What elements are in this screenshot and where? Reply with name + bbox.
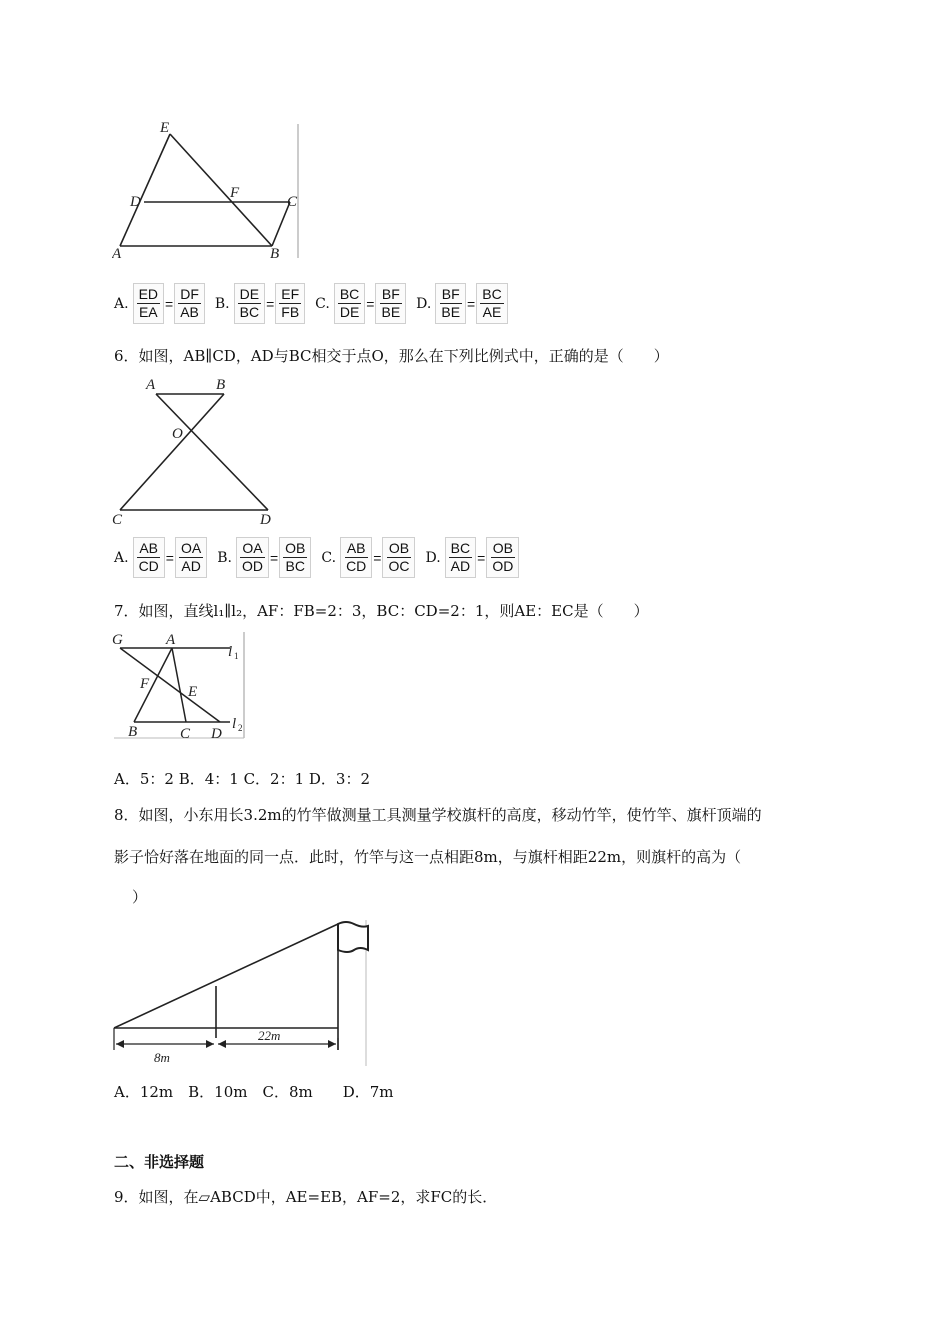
label-22m: 22m xyxy=(258,1028,281,1043)
segment-eb xyxy=(170,134,272,246)
label-l2: l xyxy=(232,716,237,732)
q8-text-line1: 8．如图，小东用长3.2m的竹竿做测量工具测量学校旗杆的高度，移动竹竿，使竹竿、旗杆顶端的 xyxy=(114,806,762,824)
label-l1: l xyxy=(228,644,233,660)
q8-figure xyxy=(108,916,378,1070)
label-8m: 8m xyxy=(154,1050,170,1065)
q6-options xyxy=(114,537,529,578)
label-e: E xyxy=(188,684,198,700)
q5-option-d[interactable]: D. $\frac{BF}{BE}$ = $\frac{BC}{AE}$ xyxy=(416,283,508,324)
segment-ae xyxy=(120,134,170,246)
arrow-right-icon xyxy=(206,1040,214,1048)
q8-text-line2: 影子恰好落在地面的同一点．此时，竹竿与这一点相距8m，与旗杆相距22m，则旗杆的高为（ xyxy=(114,848,742,866)
label-a: A xyxy=(112,246,122,262)
segment-ac xyxy=(172,648,186,722)
q7-options: A．5：2 B．4：1 C．2：1 D．3：2 xyxy=(114,770,371,788)
label-b: B xyxy=(270,246,280,262)
q5-figure xyxy=(112,118,302,264)
label-d: D xyxy=(211,726,222,742)
segment-gd xyxy=(120,648,220,722)
q6-text: 6．如图，AB∥CD，AD与BC相交于点O，那么在下列比例式中，正确的是（ ） xyxy=(114,347,669,365)
q7-figure xyxy=(110,628,250,742)
label-c: C xyxy=(112,512,123,526)
label-d: D xyxy=(260,512,271,526)
arrow-left-icon xyxy=(116,1040,124,1048)
q6-option-d[interactable]: D. $\frac{BC}{AD}$ = $\frac{OB}{OD}$ xyxy=(425,537,519,578)
label-a: A xyxy=(146,377,156,393)
label-d: D xyxy=(130,194,141,210)
q5-option-a[interactable]: A. $\frac{ED}{EA}$ = $\frac{DF}{AB}$ xyxy=(114,283,205,324)
q7-text: 7．如图，直线l₁∥l₂，AF：FB=2：3，BC：CD=2：1，则AE：EC是（ ） xyxy=(114,602,649,620)
q9-text: 9．如图，在▱ABCD中，AE=EB，AF=2，求FC的长． xyxy=(114,1188,498,1206)
label-l2-sub: 2 xyxy=(238,723,243,733)
q8-text-line3: ） xyxy=(132,888,148,906)
arrow-right-icon xyxy=(328,1040,336,1048)
q6-figure xyxy=(110,374,280,526)
q6-option-a[interactable]: A. $\frac{AB}{CD}$ = $\frac{OA}{AD}$ xyxy=(114,537,207,578)
q5-option-b[interactable]: B. $\frac{DE}{BC}$ = $\frac{EF}{FB}$ xyxy=(215,283,305,324)
label-c: C xyxy=(180,726,191,742)
flag xyxy=(338,922,368,952)
label-f: F xyxy=(140,676,150,692)
label-b: B xyxy=(216,377,226,393)
shadow-line xyxy=(114,924,338,1028)
label-g: G xyxy=(112,632,123,648)
section-title: 二、非选择题 xyxy=(114,1153,205,1171)
label-o: O xyxy=(172,426,183,442)
label-a: A xyxy=(166,632,176,648)
label-e: E xyxy=(160,120,170,136)
q8-options: A．12m B．10m C．8m D．7m xyxy=(114,1083,394,1101)
label-f: F xyxy=(230,185,240,201)
q6-option-b[interactable]: B. $\frac{OA}{OD}$ = $\frac{OB}{BC}$ xyxy=(217,537,311,578)
label-c: C xyxy=(287,194,298,210)
label-b: B xyxy=(128,724,138,740)
arrow-left-icon xyxy=(218,1040,226,1048)
label-l1-sub: 1 xyxy=(234,651,239,661)
q6-option-c[interactable]: C. $\frac{AB}{CD}$ = $\frac{OB}{OC}$ xyxy=(321,537,415,578)
q5-options xyxy=(114,283,518,324)
q5-option-c[interactable]: C. $\frac{BC}{DE}$ = $\frac{BF}{BE}$ xyxy=(315,283,406,324)
